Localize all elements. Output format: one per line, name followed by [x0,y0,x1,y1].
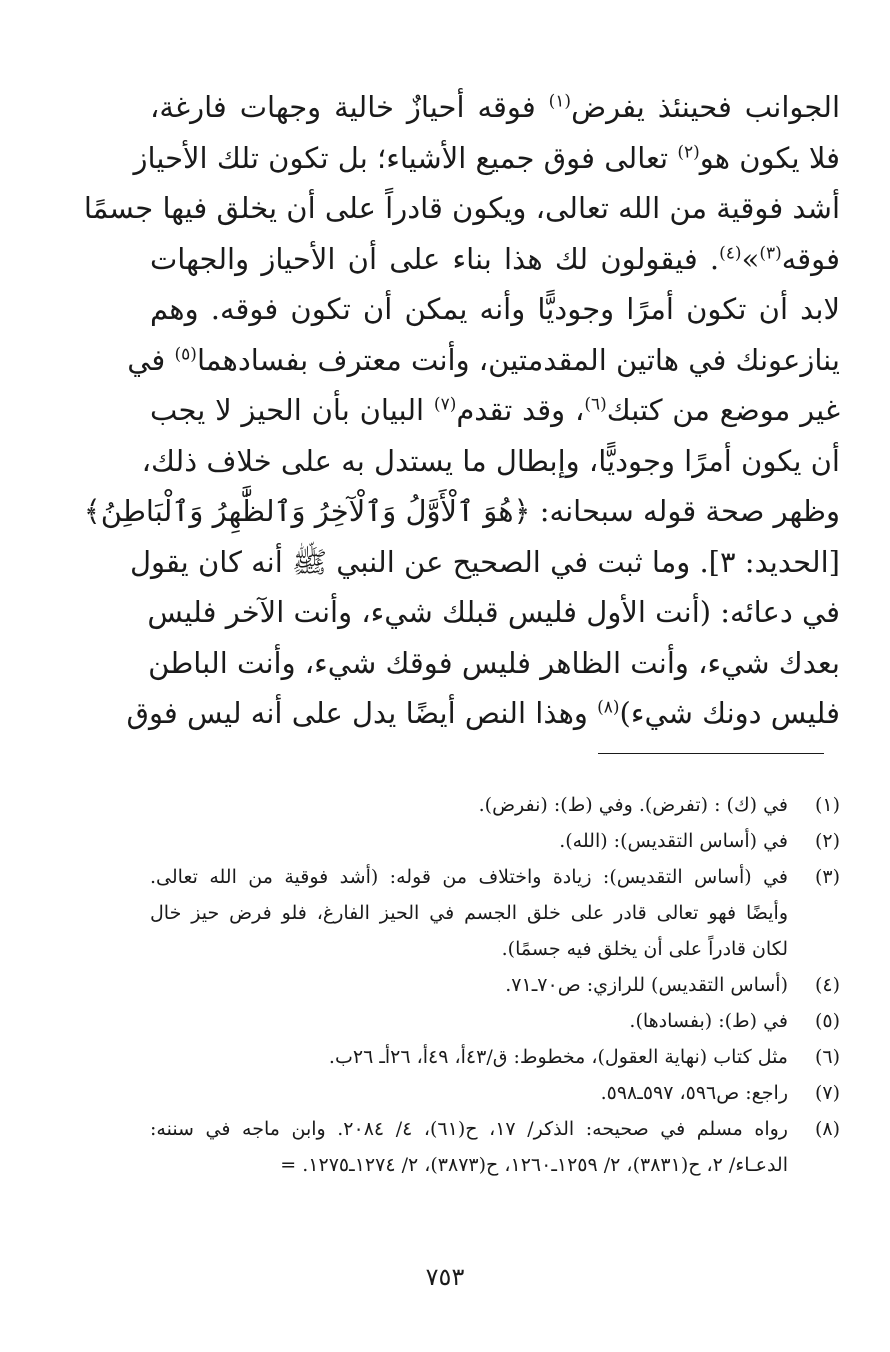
footnote-text [150,1003,796,1039]
text-segment: البيان بأن الحيز لا يجب [150,393,434,427]
footnote-text [150,1111,796,1183]
text-segment: تعالى فوق جميع الأشياء؛ بل تكون تلك الأحياز [133,140,678,175]
footnote-item [150,1111,840,1183]
text-line [127,335,840,386]
footnote-reference: (٢) [677,141,700,162]
footnote-divider [598,753,824,754]
text-line [83,486,840,537]
text-segment: فلا يكون هو [699,140,840,175]
footnote-item [150,823,840,859]
text-line [141,436,840,487]
footnote-number: (٣) [814,866,840,888]
footnote-number: (٨) [814,1118,840,1140]
footnote-line: لكان قادراً على أن يخلق فيه جسمًا). [501,938,788,960]
footnote-line: مثل كتاب (نهاية العقول)، مخطوط: ق/٤٣أ، ٤٩أ، ٢٦أـ ٢٦ب. [328,1046,788,1068]
text-segment: فليس دونك شيء) [619,696,840,730]
footnote-reference: (٨) [597,697,620,718]
footnote-line: راجع: ص٥٩٦، ٥٩٧ـ٥٩٨. [600,1082,788,1104]
footnote-item [150,1039,840,1075]
footnote-text [150,787,796,823]
footnote-line: في (أساس التقديس): (الله). [559,830,788,852]
footnote-text [150,1039,796,1075]
footnote-line: (أساس التقديس) للرازي: ص٧٠ـ٧١. [505,974,788,996]
text-segment: أن يكون أمرًا وجوديًّا، وإبطال ما يستدل به على خلاف ذلك، [141,443,840,478]
footnote-line: الدعـاء/ ٢، ح(٣٨٣١)، ٢/ ١٢٥٩ـ١٢٦٠، ح(٣٨٧٣)، ٢/ ١٢٧٤ـ١٢٧٥. = [280,1154,788,1176]
footnote-number: (٥) [814,1010,840,1032]
text-segment: ينازعونك في هاتين المقدمتين، وأنت معترف بفسادهما [196,342,840,377]
footnote-item [150,1003,840,1039]
footnote-line: في (أساس التقديس): زيادة واختلاف من قوله: (أشد فوقية من الله تعالى. [150,866,788,888]
text-segment: فوقه أحيازٌ خالية وجهات فارغة، [150,90,549,124]
text-segment: فوقه [781,241,840,276]
text-segment: في دعائه: (أنت الأول فليس قبلك شيء، وأنت الآخر فليس [147,595,840,629]
footnote-line: وأيضًا فهو تعالى قادر على خلق الجسم في الحيز الفارغ، فلو فرض حيز خال [150,902,788,924]
text-line [150,82,840,133]
footnote-reference: (١) [548,91,572,112]
footnote-text [150,1075,796,1111]
text-line [133,133,840,184]
footnote-number: (٤) [814,974,840,996]
text-segment: لابد أن تكون أمرًا وجوديًّا وأنه يمكن أن تكون فوقه. وهم [150,292,840,326]
footnote-reference: (٤) [719,242,742,263]
text-line [150,638,840,689]
footnote-text [150,859,796,967]
footnote-number: (٦) [814,1046,840,1068]
text-segment: غير موضع من كتبك [606,393,841,427]
footnote-line: في (ك) : (تفرض). وفي (ط): (نفرض). [478,794,788,816]
text-segment: بعدك شيء، وأنت الظاهر فليس فوقك شيء، وأنت الباطن [148,645,840,680]
text-line [147,587,840,638]
text-line [83,183,840,234]
text-segment: . فيقولون لك هذا بناء على أن الأحياز والجهات [150,241,720,276]
footnote-number: (٧) [814,1082,840,1104]
text-segment: وهذا النص أيضًا يدل على أنه ليس فوق [126,696,598,730]
footnote-item [150,859,840,967]
text-line [150,385,840,436]
footnote-reference: (٥) [174,343,197,364]
text-line [129,537,840,588]
footnote-item [150,787,840,823]
footnote-number: (١) [814,794,840,816]
text-segment: الجوانب فحينئذ يفرض [571,90,841,124]
main-text [83,82,841,739]
text-line [150,234,840,285]
page-number: ٧٥٣ [425,1263,465,1291]
footnote-reference: (٧) [433,394,457,415]
footnote-reference: (٣) [759,242,782,263]
text-line [126,688,840,739]
footnote-text [150,967,796,1003]
footnote-text [150,823,796,859]
text-line [150,284,840,335]
footnote-item [150,1075,840,1111]
text-segment: [الحديد: ٣]. وما ثبت في الصحيح عن النبي ﷺ أنه كان يقول [129,544,840,579]
text-segment: أشد فوقية من الله تعالى، ويكون قادراً على أن يخلق فيها جسمًا [83,191,840,225]
footnote-item [150,967,840,1003]
footnote-line: رواه مسلم في صحيحه: الذكر/ ١٧، ح(٦١)، ٤/ ٢٠٨٤. وابن ماجه في سننه: [150,1118,788,1140]
text-segment: » [741,241,760,276]
footnote-line: في (ط): (بفسادها). [629,1010,788,1032]
footnote-reference: (٦) [584,394,607,415]
footnote-number: (٢) [814,830,840,852]
text-segment: وظهر صحة قوله سبحانه: ﴿هُوَ ٱلْأَوَّلُ وَٱلْآخِرُ وَٱلظَّٰهِرُ وَٱلْبَاطِنُ﴾ [83,494,840,528]
text-segment: في [127,342,175,377]
footnotes [150,787,840,1183]
text-segment: ، وقد تقدم [456,393,585,427]
